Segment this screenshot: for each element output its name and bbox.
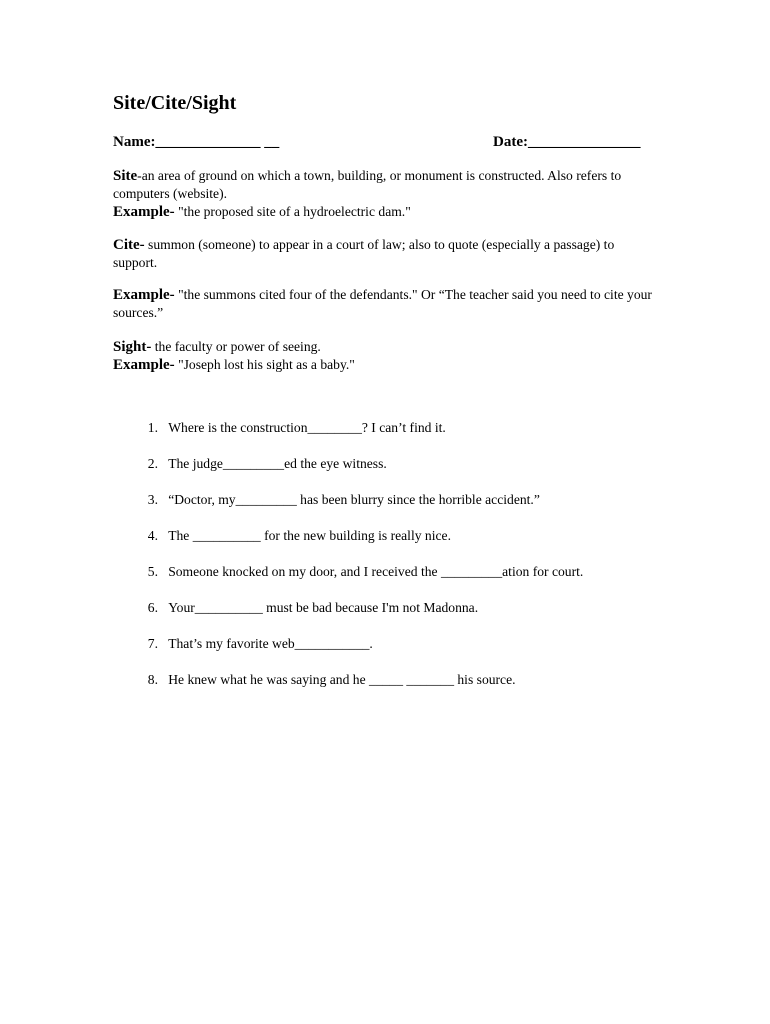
site-example-label: Example- xyxy=(113,204,175,220)
question-number: 5. xyxy=(147,564,158,579)
cite-example xyxy=(113,286,658,322)
cite-example-label: Example- xyxy=(113,287,175,303)
question-text: “Doctor, my_________ has been blurry since the horrible accident.” xyxy=(168,492,540,507)
list-item xyxy=(113,490,673,526)
site-term: Site xyxy=(113,168,138,184)
name-field-label: Name:______________ __ xyxy=(113,134,280,150)
question-text: Someone knocked on my door, and I received the _________ation for court. xyxy=(168,564,584,579)
question-number: 3. xyxy=(147,492,158,507)
list-item xyxy=(113,670,673,706)
question-number: 1. xyxy=(147,420,158,435)
date-field-label: Date:_______________ xyxy=(493,134,641,150)
cite-term: Cite- xyxy=(113,237,145,253)
sight-term: Sight- xyxy=(113,339,152,355)
list-item xyxy=(113,562,673,598)
sight-definition xyxy=(113,338,658,374)
list-item xyxy=(113,526,673,562)
list-item xyxy=(113,454,673,490)
question-number: 6. xyxy=(147,600,158,615)
question-number: 2. xyxy=(147,456,158,471)
question-number: 4. xyxy=(147,528,158,543)
question-text: That’s my favorite web___________. xyxy=(168,636,373,651)
site-example-text: "the proposed site of a hydroelectric dam." xyxy=(174,204,411,219)
question-number: 7. xyxy=(147,636,158,651)
site-definition xyxy=(113,167,658,221)
cite-definition xyxy=(113,236,658,272)
question-text: Where is the construction________? I can’t find it. xyxy=(168,420,446,435)
question-text: Your__________ must be bad because I'm not Madonna. xyxy=(168,600,479,615)
question-number: 8. xyxy=(147,672,158,687)
question-list xyxy=(113,418,673,706)
sight-example-text: "Joseph lost his sight as a baby." xyxy=(174,357,355,372)
list-item xyxy=(113,634,673,670)
site-definition-text: -an area of ground on which a town, building, or monument is constructed. Also refers to computers (website). xyxy=(113,168,622,201)
list-item xyxy=(113,418,673,454)
cite-example-text: "the summons cited four of the defendants." Or “The teacher said you need to cite your sources.” xyxy=(113,287,652,320)
sight-definition-text: the faculty or power of seeing. xyxy=(151,339,321,354)
list-item xyxy=(113,598,673,634)
question-text: The __________ for the new building is really nice. xyxy=(168,528,451,543)
cite-definition-text: summon (someone) to appear in a court of law; also to quote (especially a passage) to support. xyxy=(113,237,615,270)
page-title: Site/Cite/Sight xyxy=(113,92,237,114)
question-text: The judge_________ed the eye witness. xyxy=(168,456,387,471)
question-text: He knew what he was saying and he _____ _______ his source. xyxy=(168,672,516,687)
sight-example-label: Example- xyxy=(113,357,175,373)
